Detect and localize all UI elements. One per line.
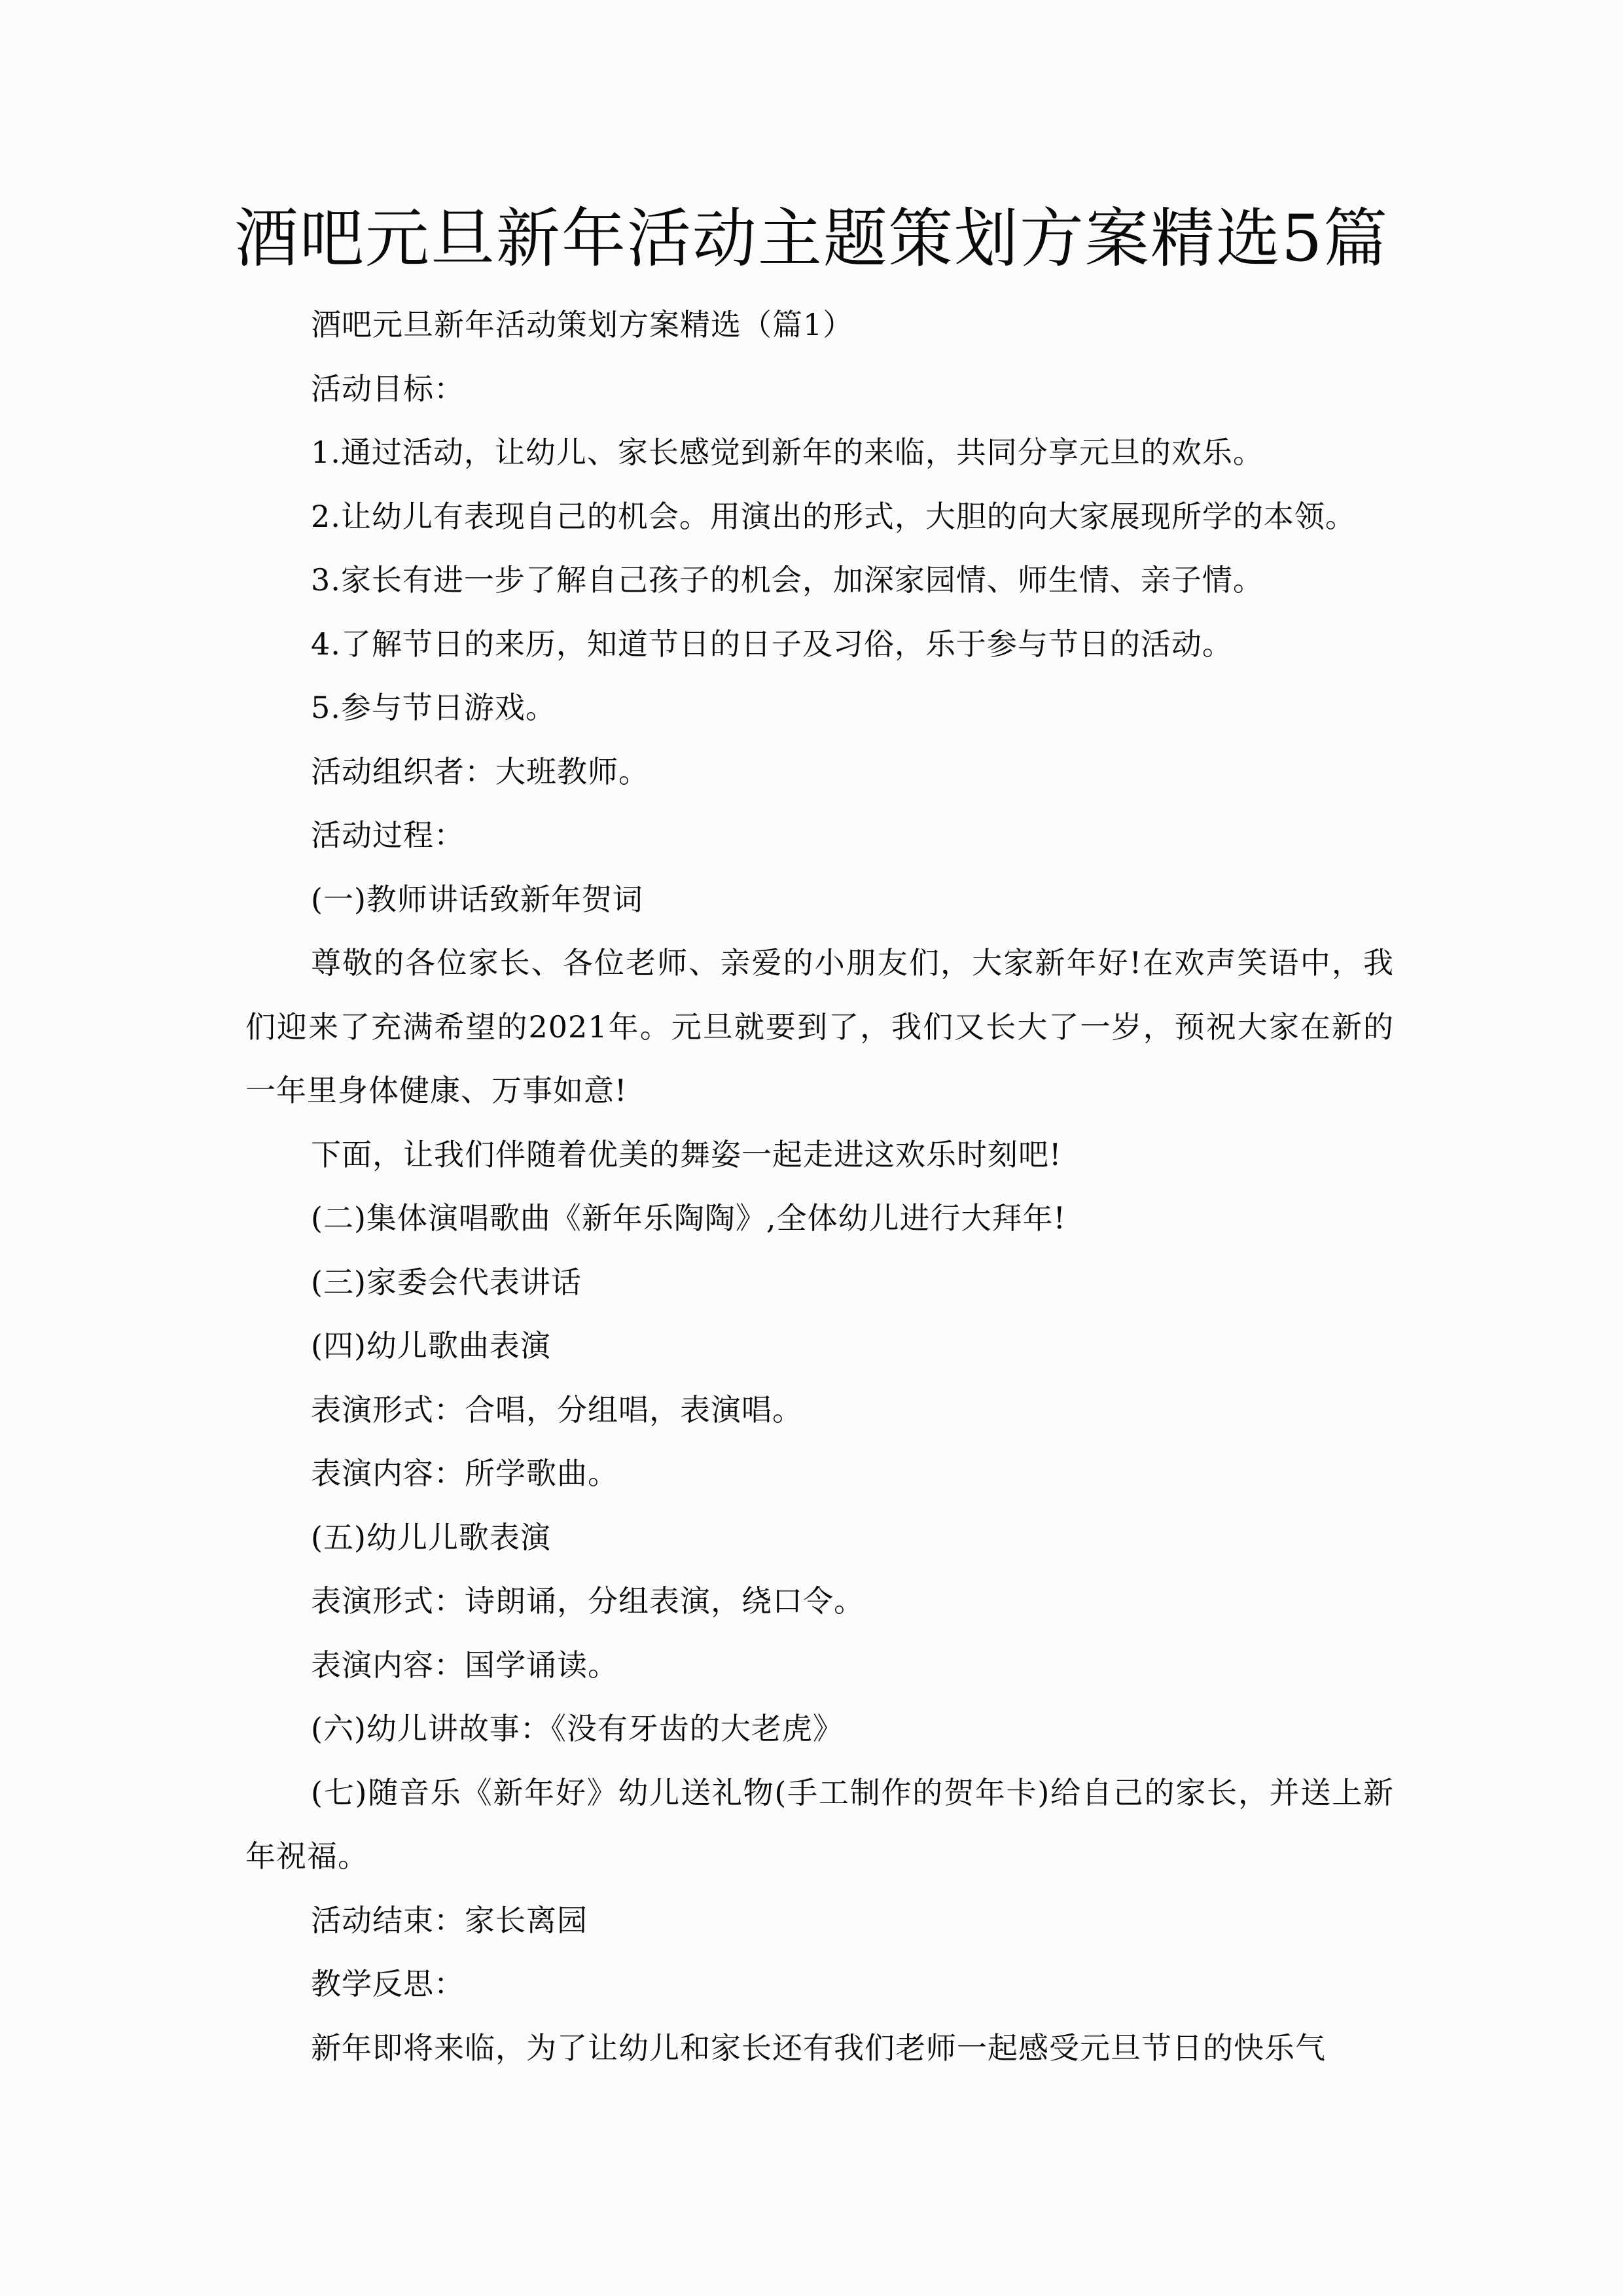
list-item-goal-3: 3.家长有进一步了解自己孩子的机会，加深家园情、师生情、亲子情。	[311, 562, 1264, 598]
document-body	[245, 293, 1394, 2080]
step-4: (四)幼儿歌曲表演	[311, 1328, 551, 1363]
document-title: 酒吧元旦新年活动主题策划方案精选5篇	[234, 202, 1389, 276]
step-2: (二)集体演唱歌曲《新年乐陶陶》,全体幼儿进行大拜年!	[311, 1200, 1066, 1236]
paragraph-process-label: 活动过程：	[311, 817, 465, 853]
paragraph-activity-end: 活动结束：家长离园	[311, 1902, 588, 1938]
list-item-goal-4: 4.了解节日的来历，知道节日的日子及习俗，乐于参与节日的活动。	[311, 626, 1233, 662]
section-heading: 酒吧元旦新年活动策划方案精选（篇1）	[311, 307, 854, 342]
paragraph-performance-form-2: 表演形式：诗朗诵，分组表演，绕口令。	[311, 1583, 865, 1619]
paragraph-organizer: 活动组织者：大班教师。	[311, 753, 649, 789]
list-item-goal-5: 5.参与节日游戏。	[311, 690, 556, 725]
paragraph-reflection-label: 教学反思：	[311, 1966, 465, 2001]
step-7: (七)随音乐《新年好》幼儿送礼物(手工制作的贺年卡)给自己的家长，并送上新年祝福。	[245, 1774, 1394, 1874]
paragraph-greeting: 尊敬的各位家长、各位老师、亲爱的小朋友们，大家新年好!在欢声笑语中，我们迎来了充满希望的2021年。元旦就要到了，我们又长大了一岁，预祝大家在新的一年里身体健康、万事如意!	[245, 945, 1394, 1108]
step-3: (三)家委会代表讲话	[311, 1264, 582, 1300]
step-6: (六)幼儿讲故事：《没有牙齿的大老虎》	[311, 1711, 844, 1746]
paragraph-reflection: 新年即将来临，为了让幼儿和家长还有我们老师一起感受元旦节日的快乐气	[311, 2030, 1326, 2066]
paragraph-performance-content: 表演内容：所学歌曲。	[311, 1456, 618, 1491]
paragraph-transition: 下面，让我们伴随着优美的舞姿一起走进这欢乐时刻吧!	[311, 1136, 1062, 1172]
list-item-goal-1: 1.通过活动，让幼儿、家长感觉到新年的来临，共同分享元旦的欢乐。	[311, 435, 1264, 470]
paragraph-performance-content-2: 表演内容：国学诵读。	[311, 1647, 618, 1683]
step-1: (一)教师讲话致新年贺词	[311, 881, 643, 917]
list-item-goal-2: 2.让幼儿有表现自己的机会。用演出的形式，大胆的向大家展现所学的本领。	[311, 498, 1356, 534]
step-5: (五)幼儿儿歌表演	[311, 1519, 551, 1555]
paragraph-performance-form: 表演形式：合唱，分组唱，表演唱。	[311, 1391, 803, 1427]
paragraph-goals-label: 活动目标：	[311, 370, 465, 406]
